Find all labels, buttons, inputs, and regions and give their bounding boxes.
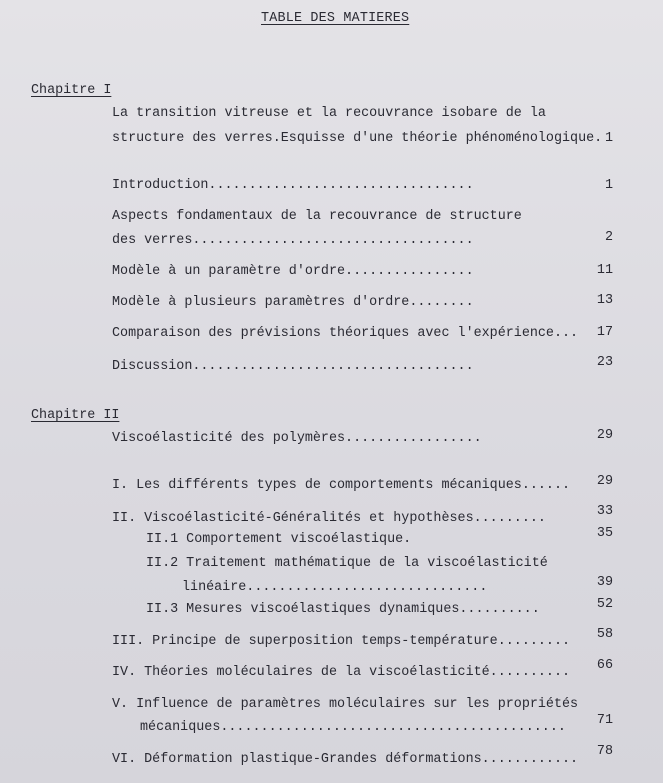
toc-page-ii-3: 52: [596, 597, 613, 612]
toc-entry-v-line2: mécaniques...........................................: [140, 720, 566, 735]
toc-page-comparaison: 17: [596, 325, 613, 340]
chapter-1-heading-line1: La transition vitreuse et la recouvrance isobare de la: [112, 106, 546, 121]
toc-page-viscoelasticite: 29: [596, 428, 613, 443]
toc-page-iii: 58: [596, 627, 613, 642]
toc-entry-ii-2-line2: linéaire..............................: [182, 580, 488, 595]
toc-page-introduction: 1: [604, 178, 613, 193]
toc-page-ii-2: 39: [596, 575, 613, 590]
chapter-2-label: Chapitre II: [31, 408, 120, 423]
page-title: TABLE DES MATIERES: [261, 11, 410, 26]
toc-page-ii-1: 35: [596, 526, 613, 541]
toc-entry-discussion: Discussion...................................: [112, 359, 474, 374]
toc-entry-i: I. Les différents types de comportements mécaniques......: [112, 478, 571, 493]
toc-entry-aspects-line2: des verres...................................: [112, 233, 474, 248]
chapter-1-label: Chapitre I: [31, 83, 112, 98]
toc-entry-modele-un: Modèle à un paramètre d'ordre................: [112, 264, 474, 279]
toc-page-vi: 78: [596, 744, 613, 759]
toc-entry-iii: III. Principe de superposition temps-température.........: [112, 634, 571, 649]
toc-page-v: 71: [596, 713, 613, 728]
toc-entry-vi: VI. Déformation plastique-Grandes déformations............: [112, 752, 579, 767]
toc-entry-ii-2-line1: II.2 Traitement mathématique de la viscoélasticité: [146, 556, 548, 571]
chapter-1-heading-line2: structure des verres.Esquisse d'une théorie phénoménologique.: [112, 131, 603, 146]
toc-entry-aspects-line1: Aspects fondamentaux de la recouvrance de structure: [112, 209, 522, 224]
toc-page-ii: 33: [596, 504, 613, 519]
toc-entry-v-line1: V. Influence de paramètres moléculaires sur les propriétés: [112, 697, 579, 712]
toc-entry-comparaison: Comparaison des prévisions théoriques avec l'expérience...: [112, 326, 579, 341]
toc-entry-ii-1: II.1 Comportement viscoélastique.: [146, 532, 412, 547]
chapter-1-heading-page: 1: [604, 131, 613, 146]
toc-entry-viscoelasticite: Viscoélasticité des polymères.................: [112, 431, 482, 446]
toc-page-discussion: 23: [596, 355, 613, 370]
toc-entry-modele-plusieurs: Modèle à plusieurs paramètres d'ordre........: [112, 295, 474, 310]
toc-entry-introduction: Introduction.................................: [112, 178, 474, 193]
toc-page-iv: 66: [596, 658, 613, 673]
toc-page-aspects: 2: [604, 230, 613, 245]
toc-page-i: 29: [596, 474, 613, 489]
toc-entry-iv: IV. Théories moléculaires de la viscoélasticité..........: [112, 665, 571, 680]
toc-entry-ii-3: II.3 Mesures viscoélastiques dynamiques..........: [146, 602, 540, 617]
toc-entry-ii: II. Viscoélasticité-Généralités et hypothèses.........: [112, 511, 546, 526]
toc-page-modele-un: 11: [596, 263, 613, 278]
toc-page-modele-plusieurs: 13: [596, 293, 613, 308]
